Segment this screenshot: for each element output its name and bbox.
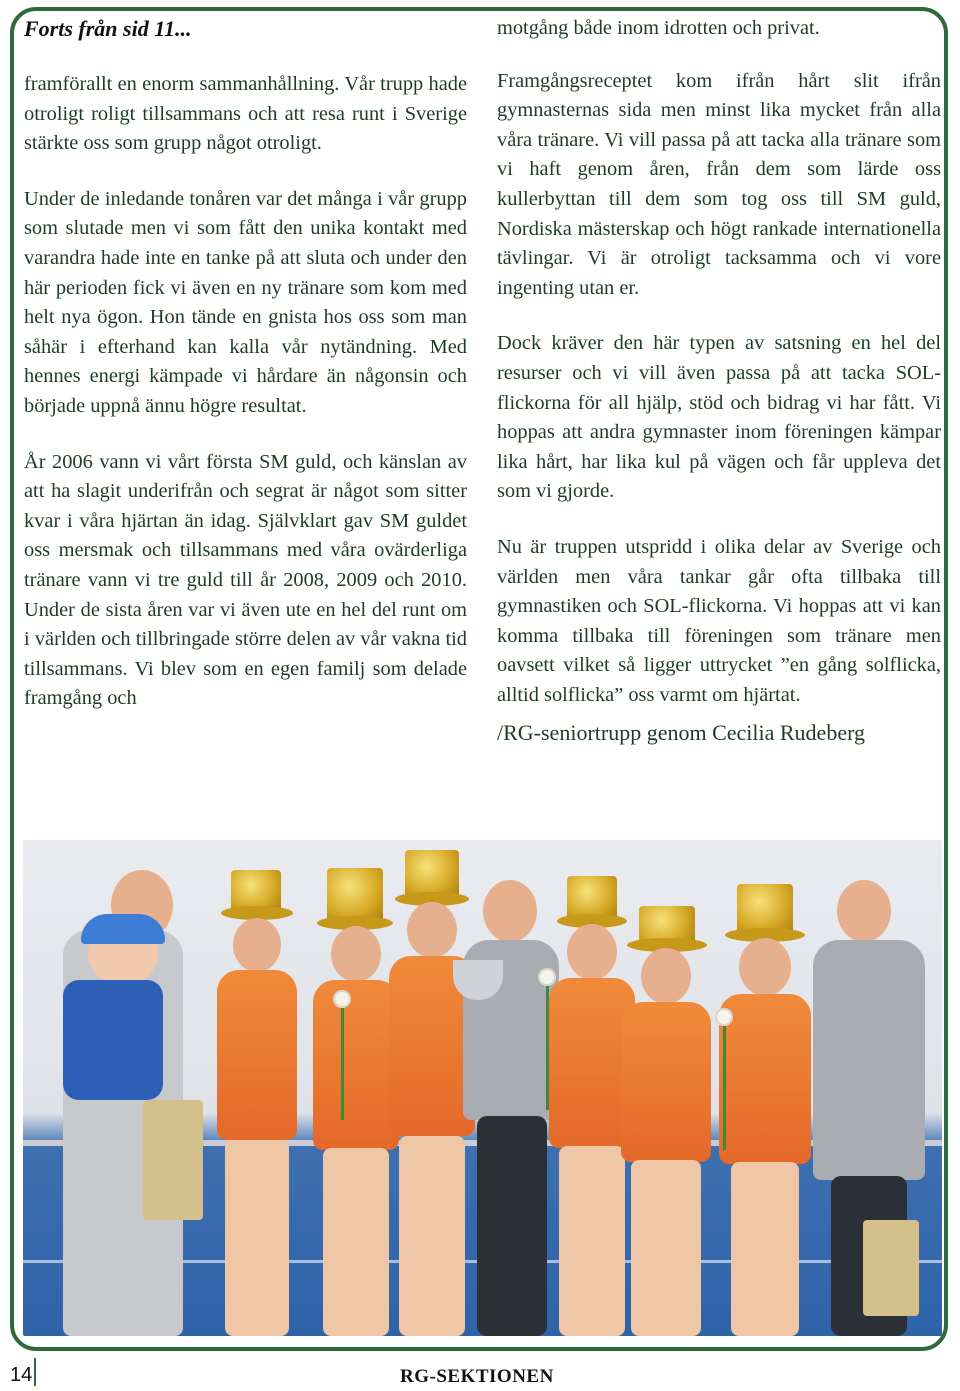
photo-rose	[715, 1008, 733, 1026]
team-photo	[23, 840, 942, 1336]
paragraph-4: Framgångsreceptet kom ifrån hårt slit ifrån gymnasternas sida men minst lika mycket från alla våra tränare. Vi vill passa på att tacka alla tränare som vi haft genom åren, från dem som lärde oss kullerbyttan till dem som tog oss till SM guld, Nordiska mästerskap och högt rankade internationella tävlingar. Vi är otroligt tacksamma och vi vore ingenting utan er.	[497, 69, 941, 299]
left-column	[24, 14, 467, 714]
paragraph-continuation: motgång både inom idrotten och privat.	[497, 17, 820, 39]
continued-from-label: Forts från sid 11...	[24, 16, 192, 41]
page-number: 14	[10, 1364, 33, 1386]
photo-baby-outfit	[63, 980, 163, 1100]
footer-divider	[34, 1358, 36, 1386]
photo-gift-bag-right	[863, 1220, 919, 1316]
photo-baby-cap	[81, 914, 165, 944]
section-title: RG-SEKTIONEN	[400, 1366, 554, 1387]
paragraph-2: Under de inledande tonåren var det många i vår grupp som slutade men vi som fått den unika kontakt med varandra hade inte en tanke på att sluta och under den här perioden fick vi även en ny tränare som kom med helt nya ögon. Hon tände en gnista hos oss som man såhär i efterhand kan kalla vår nytändning. Med hennes energi kämpade vi hårdare än någonsin och började uppnå ännu högre resultat.	[24, 187, 467, 417]
paragraph-5: Dock kräver den här typen av satsning en hel del resurser och vi vill även passa på att tacka SOL-flickorna för all hjälp, stöd och bidrag vi har fått. Vi hoppas att andra gymnaster inom föreningen kämpar lika hårt, har lika kul på vägen och får uppleva det som vi gjorde.	[497, 332, 941, 503]
right-column	[497, 14, 941, 746]
photo-rose	[538, 968, 556, 986]
photo-rose	[333, 990, 351, 1008]
paragraph-1: framförallt en enorm sammanhållning. Vår trupp hade otroligt roligt tillsammans och att resa runt i Sverige stärkte oss som grupp något otroligt.	[24, 73, 467, 155]
paragraph-3: År 2006 vann vi vårt första SM guld, och känslan av att ha slagit underifrån och segrat är något som sitter kvar i våra hjärtan än idag. Självklart gav SM guldet oss mersmak och tillsammans med våra ovärderliga tränare vann vi tre guld till år 2008, 2009 och 2010. Under de sista åren var vi även ute en hel del runt om i världen och tillbringade större delen av vår vakna tid tillsammans. Vi blev som en egen familj som delade framgång och	[24, 450, 467, 710]
photo-gift-bag-left	[143, 1100, 203, 1220]
paragraph-6: Nu är truppen utspridd i olika delar av Sverige och världen men våra tankar går ofta tillbaka till gymnastiken och SOL-flickorna. Vi hoppas att vi kan komma tillbaka till föreningen som tränare men oavsett vilket så ligger uttrycket ”en gång solflicka, alltid solflicka” oss varmt om hjärtat.	[497, 535, 941, 706]
signature: /RG-seniortrupp genom Cecilia Rudeberg	[497, 720, 866, 746]
